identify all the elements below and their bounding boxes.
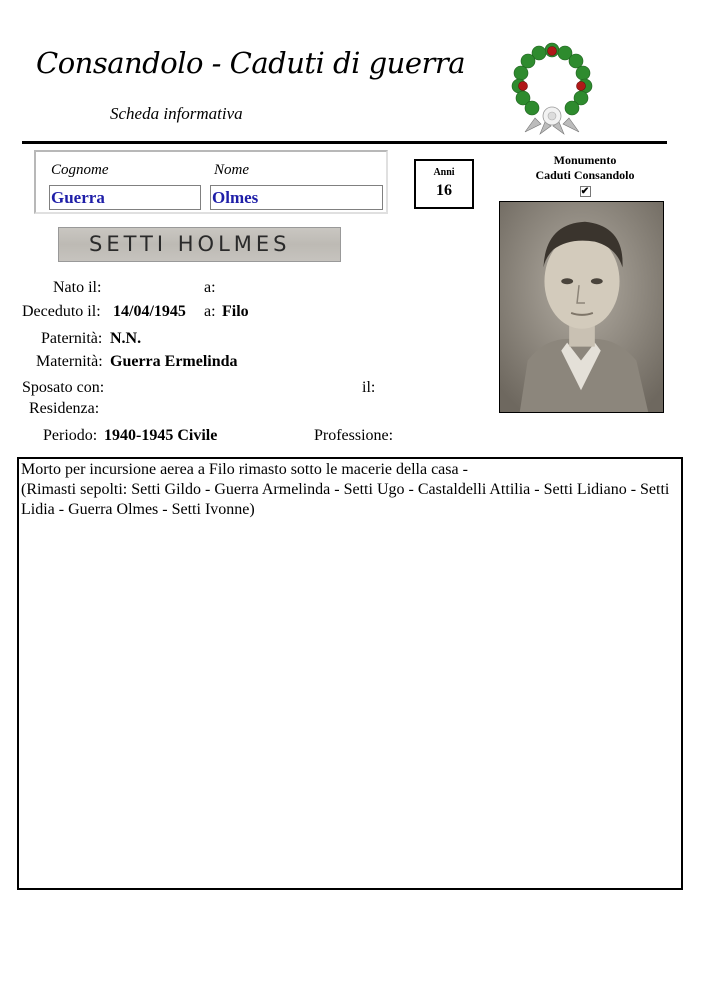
age-label: Anni [433, 167, 455, 178]
mother-label: Maternità: [36, 353, 103, 370]
notes-box[interactable] [17, 457, 683, 890]
monument-label-line1: Monumento [553, 153, 617, 167]
residence-label: Residenza: [29, 400, 100, 417]
period-value: 1940-1945 Civile [104, 427, 218, 444]
notes-line-2: (Rimasti sepolti: Setti Gildo - Guerra Armelinda - Setti Ugo - Castaldelli Attilia - Setti Lidiano - Setti Lidia - Guerra Olmes - Setti Ivonne) [21, 481, 670, 518]
spouse-label: Sposato con: [22, 379, 105, 396]
header-divider [22, 141, 667, 144]
father-value: N.N. [110, 330, 142, 347]
memorial-plaque-photo [58, 227, 341, 262]
period-label: Periodo: [43, 427, 98, 444]
plaque-inscription: SETTI HOLMES [89, 232, 291, 256]
profession-label: Professione: [314, 427, 394, 444]
page-subtitle: Scheda informativa [110, 104, 243, 123]
portrait-photo [499, 201, 664, 413]
monument-checkbox[interactable]: ✔ [580, 186, 590, 197]
monument-panel [510, 153, 660, 198]
cognome-field[interactable]: Guerra [49, 185, 201, 210]
mother-value: Guerra Ermelinda [110, 353, 238, 370]
born-label: Nato il: [53, 279, 102, 296]
died-label: Deceduto il: [22, 303, 101, 320]
died-place: Filo [222, 303, 249, 320]
notes-line-1: Morto per incursione aerea a Filo rimasto sotto le macerie della casa - [21, 461, 468, 478]
laurel-wreath-icon [505, 40, 600, 135]
nome-field[interactable]: Olmes [210, 185, 383, 210]
born-place-label: a: [204, 279, 216, 296]
died-place-label: a: [204, 303, 216, 320]
married-date-label: il: [362, 379, 376, 396]
page-title: Consandolo - Caduti di guerra [36, 46, 466, 80]
nome-label: Nome [214, 162, 249, 178]
age-box [414, 159, 474, 209]
monument-label-line2: Caduti Consandolo [535, 168, 635, 182]
cognome-label: Cognome [51, 162, 109, 178]
died-date: 14/04/1945 [113, 303, 186, 320]
age-value: 16 [436, 182, 452, 199]
name-panel [34, 150, 388, 214]
father-label: Paternità: [41, 330, 103, 347]
